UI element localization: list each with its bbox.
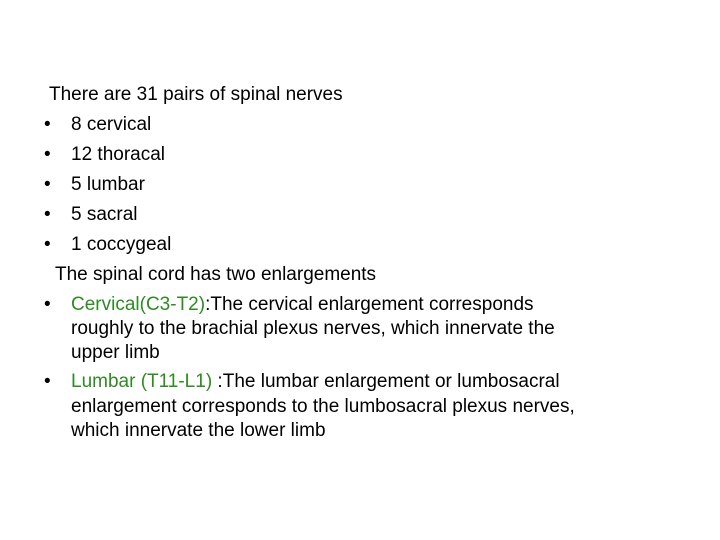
section1-heading: There are 31 pairs of spinal nerves — [49, 84, 343, 105]
cervical-term: Cervical(C3-T2) — [71, 294, 206, 315]
cervical-enlargement-line-3: upper limb — [71, 342, 160, 363]
bullet-icon: • — [44, 234, 51, 255]
lumbar-enlargement-line-2: enlargement corresponds to the lumbosacral plexus nerves, — [71, 396, 575, 417]
lumbar-term: Lumbar (T11-L1) — [71, 371, 213, 392]
bullet-icon: • — [44, 294, 51, 315]
list-item-cervical-count: 8 cervical — [71, 114, 152, 135]
list-item-sacral-count: 5 sacral — [71, 204, 138, 225]
bullet-icon: • — [44, 174, 51, 195]
cervical-enlargement-line-2: roughly to the brachial plexus nerves, which innervate the — [71, 318, 555, 339]
list-item-coccygeal-count: 1 coccygeal — [71, 234, 172, 255]
cervical-desc-part-1: :The cervical enlargement corresponds — [205, 294, 534, 315]
cervical-enlargement-line-1 — [71, 294, 534, 316]
section2-heading: The spinal cord has two enlargements — [55, 264, 377, 285]
list-item-thoracal-count: 12 thoracal — [71, 144, 166, 165]
lumbar-desc-part-1: :The lumbar enlargement or lumbosacral — [212, 371, 560, 392]
bullet-icon: • — [44, 371, 51, 392]
bullet-icon: • — [44, 114, 51, 135]
bullet-icon: • — [44, 204, 51, 225]
list-item-lumbar-count: 5 lumbar — [71, 174, 145, 195]
lumbar-enlargement-line-3: which innervate the lower limb — [71, 420, 326, 441]
lumbar-enlargement-line-1 — [71, 371, 560, 393]
bullet-icon: • — [44, 144, 51, 165]
